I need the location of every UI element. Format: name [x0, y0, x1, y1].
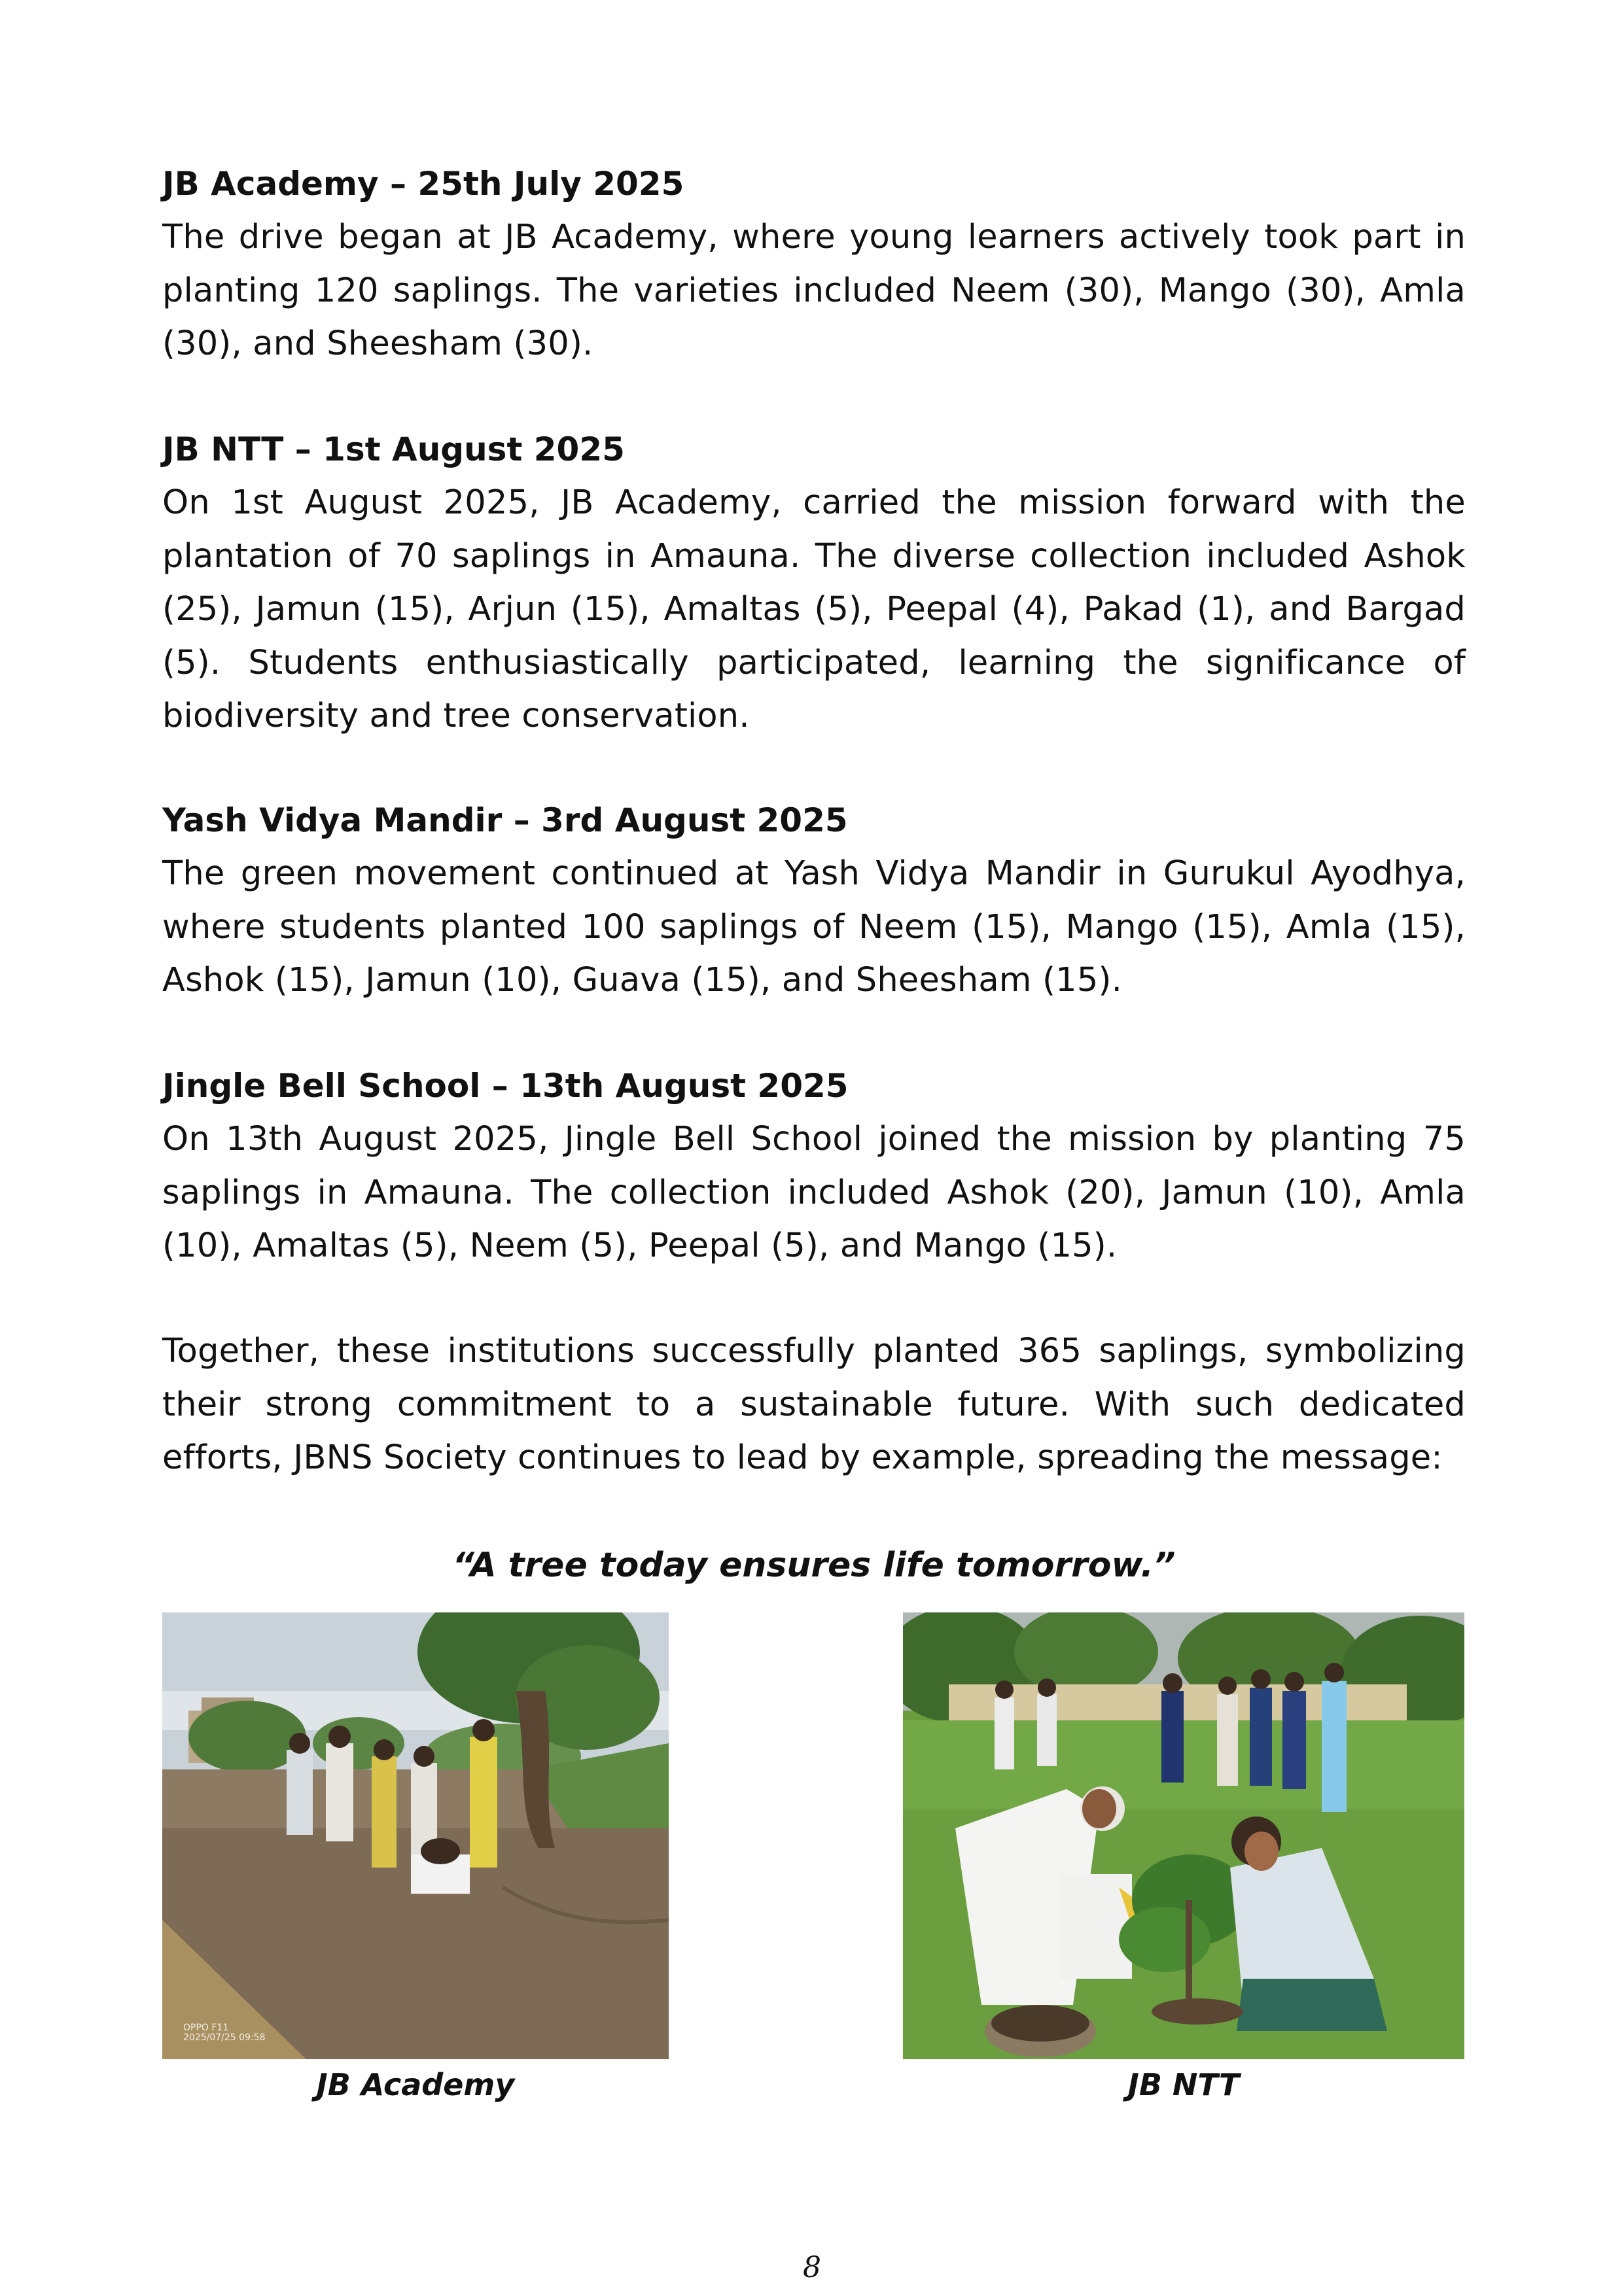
section-title-jb-ntt: JB NTT – 1st August 2025: [162, 430, 625, 468]
section-body-jb-academy: The drive began at JB Academy, where young learners actively took part in planting 120 saplings. The varieties included Neem (30), Mango (30), Amla (30), and Sheesham (30).: [162, 218, 1466, 363]
caption-jb-ntt: JB NTT: [1127, 2067, 1240, 2102]
closing-quote: “A tree today ensures life tomorrow.”: [452, 1546, 1176, 1585]
section-title-yash-vidya-mandir: Yash Vidya Mandir – 3rd August 2025: [162, 801, 848, 839]
section-title-jb-academy: JB Academy – 25th July 2025: [162, 165, 684, 203]
page-number: 8: [803, 2251, 821, 2284]
section-body-jingle-bell-school: On 13th August 2025, Jingle Bell School joined the mission by planting 75 saplings in Amauna. The collection included Ashok (20), Jamun (10), Amla (10), Amaltas (5), Neem (5), Peepal (5), and Mango (15).: [162, 1120, 1466, 1265]
photo-jb-academy: [162, 1612, 669, 2059]
photo-jb-ntt: [903, 1612, 1464, 2059]
summary-paragraph: Together, these institutions successfully planted 365 saplings, symbolizing their strong commitment to a sustainable future. With such dedicated efforts, JBNS Society continues to lead by example, spreading the message:: [162, 1332, 1466, 1477]
section-title-jingle-bell-school: Jingle Bell School – 13th August 2025: [162, 1067, 849, 1105]
section-body-jb-ntt: On 1st August 2025, JB Academy, carried the mission forward with the plantation of 70 saplings in Amauna. The diverse collection included Ashok (25), Jamun (15), Arjun (15), Amaltas (5), Peepal (4), Pakad (1), and Bargad (5). Students enthusiastically participated, learning the significance of biodiversity and tree conservation.: [162, 483, 1466, 735]
section-body-yash-vidya-mandir: The green movement continued at Yash Vidya Mandir in Gurukul Ayodhya, where students planted 100 saplings of Neem (15), Mango (15), Amla (15), Ashok (15), Jamun (10), Guava (15), and Sheesham (15).: [162, 854, 1466, 1000]
caption-jb-academy: JB Academy: [316, 2067, 515, 2102]
photo-jb-ntt-illustration: [903, 1612, 1464, 2059]
photo-jb-academy-illustration: [162, 1612, 669, 2059]
watermark-device: OPPO F11: [183, 2023, 229, 2033]
photo-watermark: [183, 2023, 266, 2043]
watermark-timestamp: 2025/07/25 09:58: [183, 2032, 266, 2043]
